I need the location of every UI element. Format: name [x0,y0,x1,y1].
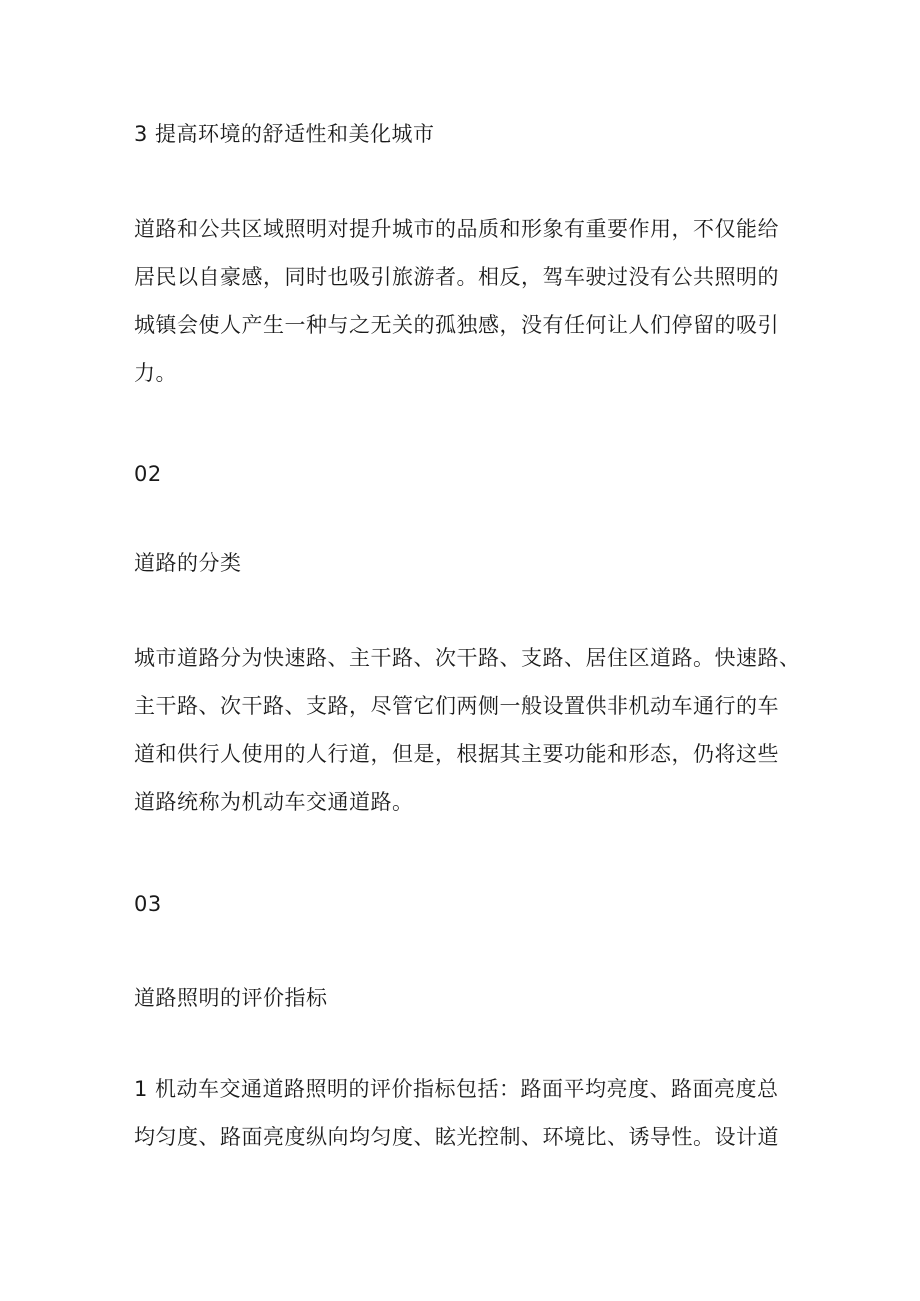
paragraph-line: 1 机动车交通道路照明的评价指标包括：路面平均亮度、路面亮度总 [134,1077,779,1101]
paragraph-indicators [134,1065,794,1161]
section-title-classification: 道路的分类 [134,551,242,575]
paragraph-line: 均匀度、路面亮度纵向均匀度、眩光控制、环境比、诱导性。设计道 [134,1125,779,1149]
paragraph-classification [134,634,801,826]
paragraph-line: 居民以自豪感，同时也吸引旅游者。相反，驾车驶过没有公共照明的 [134,265,779,289]
section-title-indicators: 道路照明的评价指标 [134,986,328,1010]
paragraph-line: 力。 [134,361,177,385]
paragraph-line: 城镇会使人产生一种与之无关的孤独感，没有任何让人们停留的吸引 [134,313,779,337]
section-number-03: 03 [134,892,162,916]
subheading-comfort: 3 提高环境的舒适性和美化城市 [134,122,435,146]
paragraph-line: 城市道路分为快速路、主干路、次干路、支路、居住区道路。快速路、 [134,646,801,670]
paragraph-line: 道路统称为机动车交通道路。 [134,790,414,814]
paragraph-line: 主干路、次干路、支路，尽管它们两侧一般设置供非机动车通行的车 [134,694,779,718]
paragraph-comfort [134,205,794,397]
paragraph-line: 道路和公共区域照明对提升城市的品质和形象有重要作用，不仅能给 [134,217,779,241]
section-number-02: 02 [134,462,162,486]
paragraph-line: 道和供行人使用的人行道，但是，根据其主要功能和形态，仍将这些 [134,742,779,766]
